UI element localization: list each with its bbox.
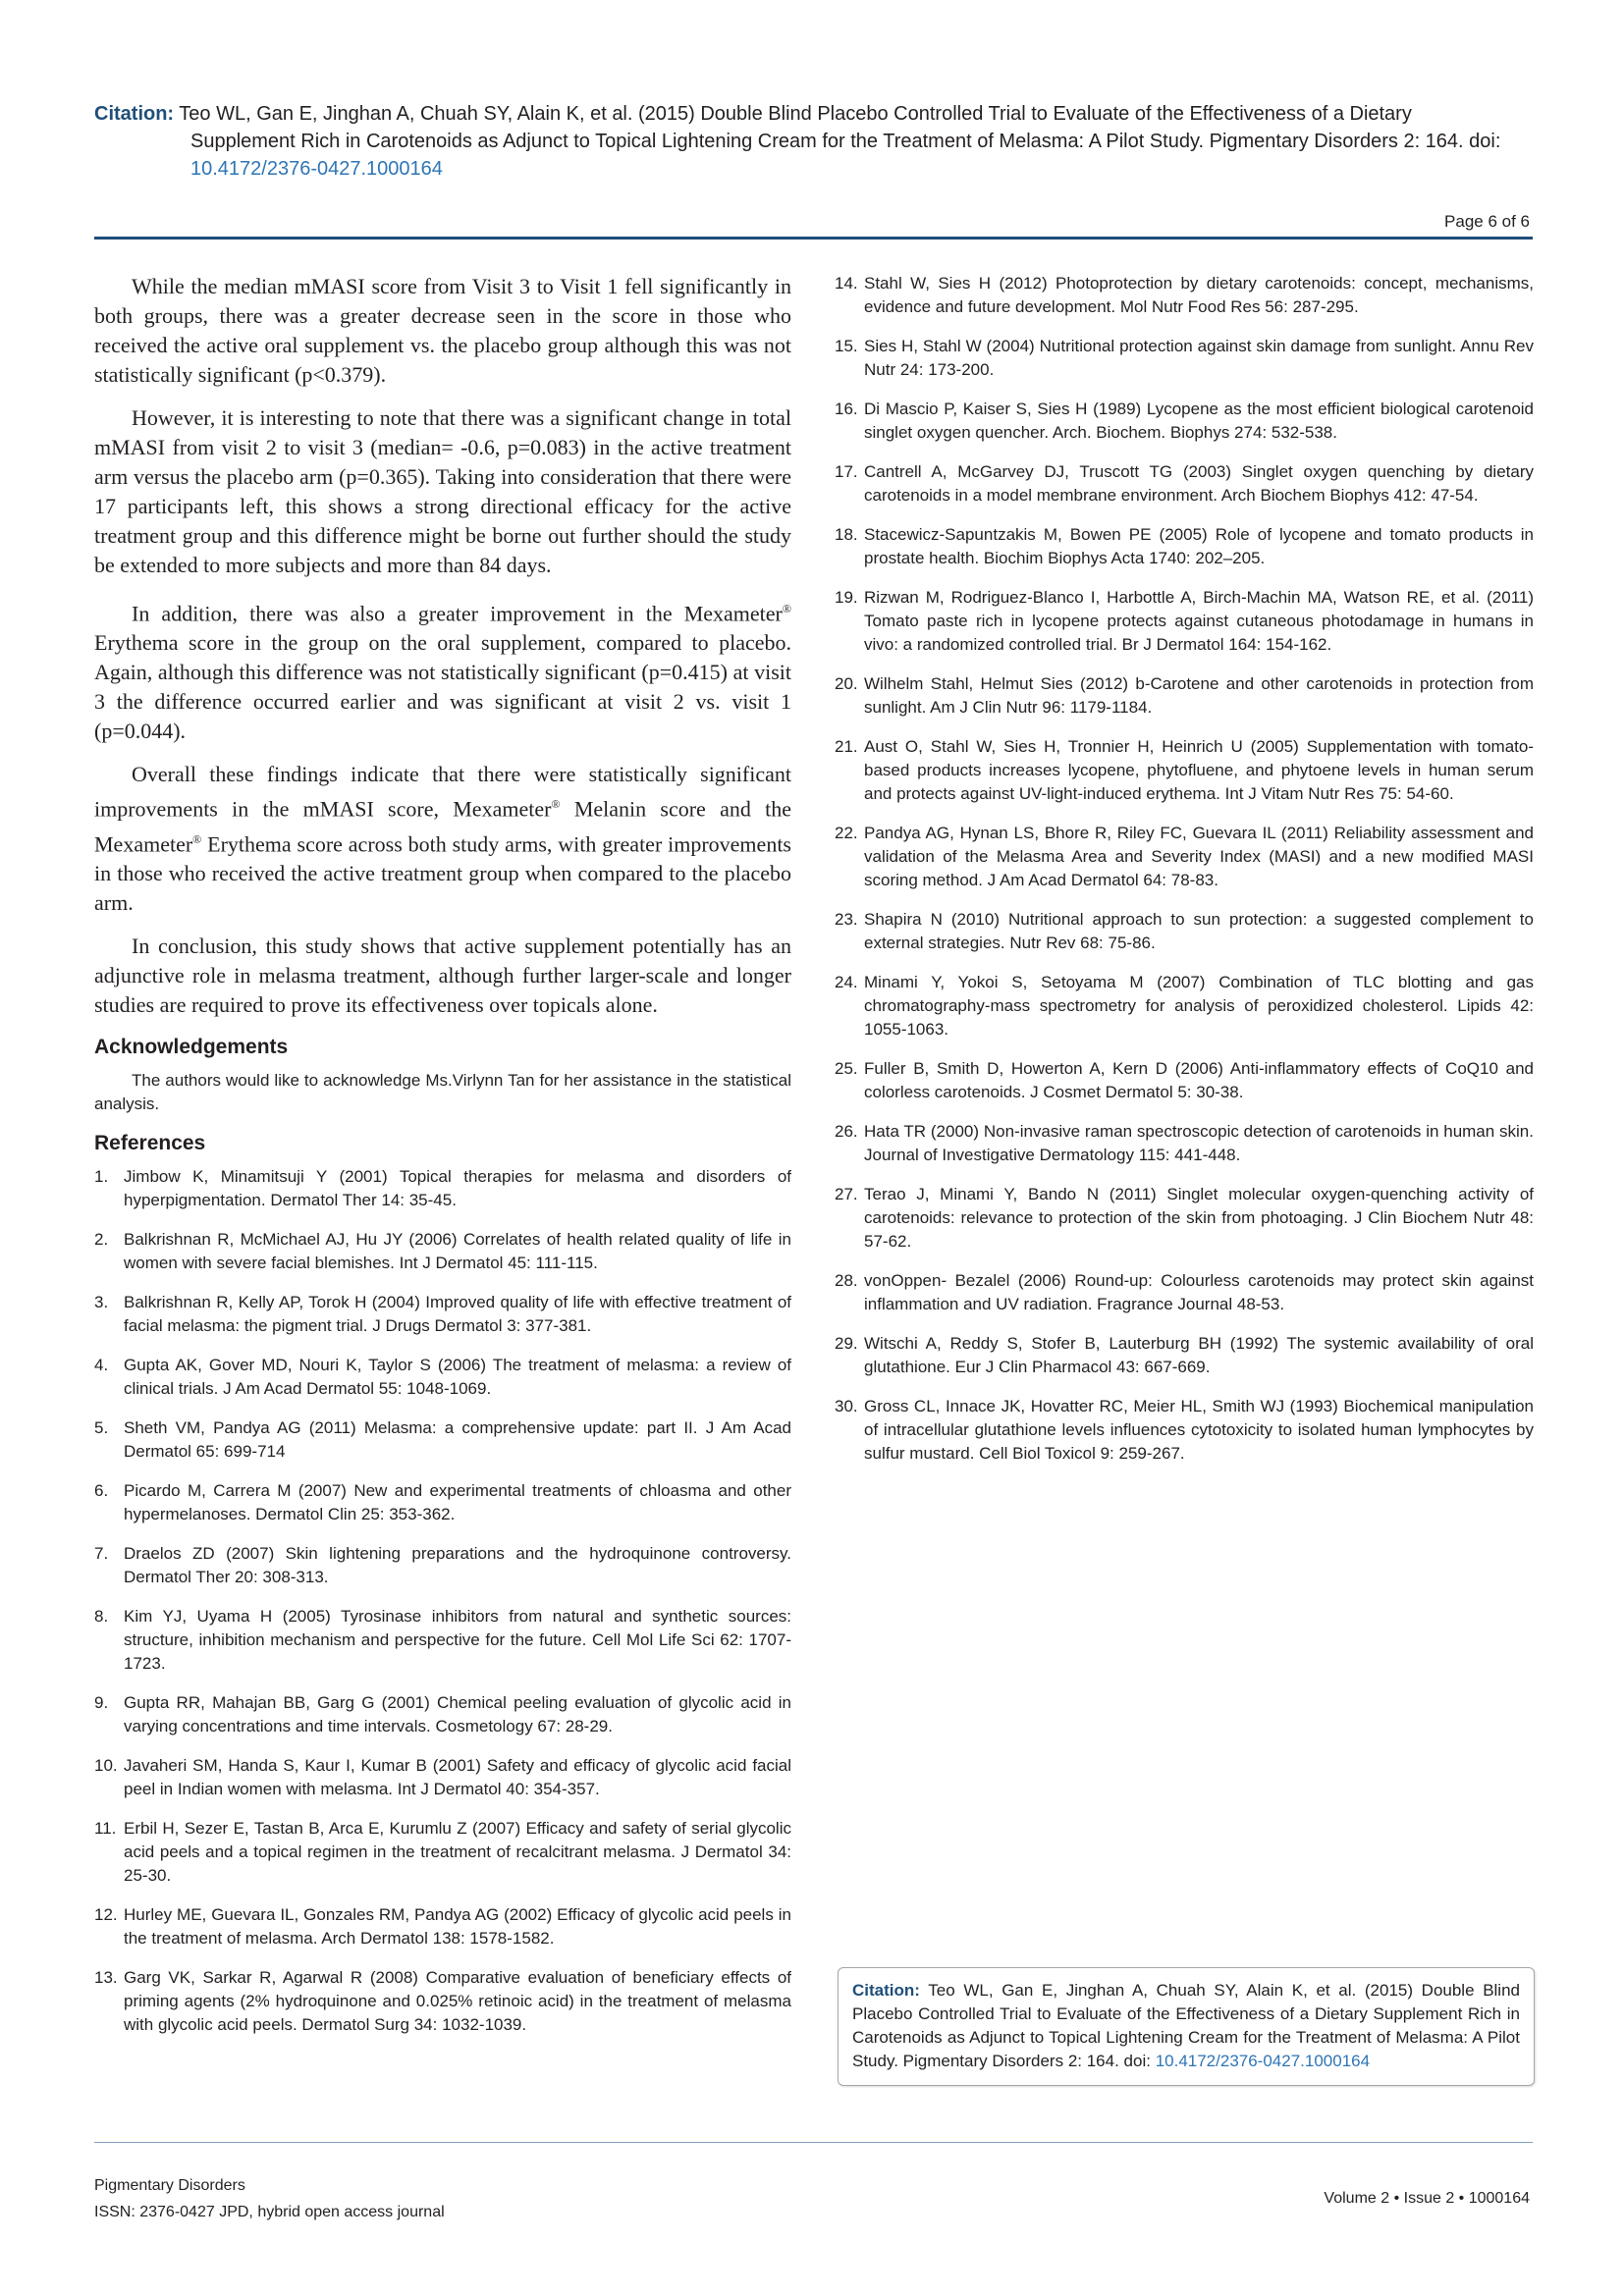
reference-number: 30. (835, 1397, 858, 1415)
reference-text: Shapira N (2010) Nutritional approach to sun protection: a suggested complement to external strategies. Nutr Rev 68: 75-86. (864, 910, 1534, 952)
reference-number: 18. (835, 525, 858, 544)
body-paragraph-5: In conclusion, this study shows that active supplement potentially has an adjunctive role in melasma treatment, although further larger-scale and longer studies are required to prove its effectiveness over topicals alone. (94, 933, 791, 1017)
reference-number: 14. (835, 274, 858, 293)
reference-text: Erbil H, Sezer E, Tastan B, Arca E, Kurumlu Z (2007) Efficacy and safety of serial glycolic acid peels and a topical regimen in the treatment of recalcitrant melasma. J Dermatol 34: 25-30. (124, 1818, 791, 1885)
reference-text: Kim YJ, Uyama H (2005) Tyrosinase inhibitors from natural and synthetic sources: structure, inhibition mechanism and perspective for the future. Cell Mol Life Sci 62: 1707-1723. (124, 1606, 791, 1673)
reference-number: 10. (94, 1755, 118, 1775)
reference-number: 3. (94, 1292, 109, 1311)
reference-item (835, 822, 1534, 892)
body-paragraph-1: While the median mMASI score from Visit 3 to Visit 1 fell significantly in both groups, there was a greater decrease seen in the score in those who received the active oral supplement vs. the placebo group although this was not statistically significant (p<0.379). (94, 274, 791, 387)
reference-number: 8. (94, 1606, 109, 1626)
reference-number: 19. (835, 588, 858, 607)
reference-item (94, 1228, 791, 1275)
reference-number: 17. (835, 462, 858, 481)
reference-item (835, 672, 1534, 720)
reference-text: Rizwan M, Rodriguez-Blanco I, Harbottle A, Birch-Machin MA, Watson RE, et al. (2011) Tomato paste rich in lycopene protects against cutaneous photodamage in humans in vivo: a randomized controlled trial. Br J Dermatol 164: 154-162. (864, 588, 1534, 654)
reference-text: Terao J, Minami Y, Bando N (2011) Singlet molecular oxygen-quenching activity of carotenoids: relevance to protection of the skin from photoaging. J Clin Biochem Nutr 48: 57-62. (864, 1185, 1534, 1251)
reference-text: Balkrishnan R, McMichael AJ, Hu JY (2006) Correlates of health related quality of life in women with severe facial blemishes. Int J Dermatol 45: 111-115. (124, 1229, 791, 1272)
citation-box-doi-link[interactable]: 10.4172/2376-0427.1000164 (1155, 2052, 1371, 2070)
reference-text: Pandya AG, Hynan LS, Bhore R, Riley FC, Guevara IL (2011) Reliability assessment and validation of the Melasma Area and Severity Index (MASI) and a new modified MASI scoring method. J Am Acad Dermatol 64: 78-83. (864, 824, 1534, 889)
reference-number: 20. (835, 674, 858, 693)
reference-text: Picardo M, Carrera M (2007) New and experimental treatments of chloasma and other hypermelanoses. Dermatol Clin 25: 353-362. (124, 1480, 791, 1523)
footer-volume: Volume 2 • Issue 2 • 1000164 (1324, 2190, 1530, 2207)
reference-item (835, 735, 1534, 806)
reference-text: Stacewicz-Sapuntzakis M, Bowen PE (2005) Role of lycopene and tomato products in prostate health. Biochim Biophys Acta 1740: 202–205. (864, 525, 1534, 567)
reference-text: Javaheri SM, Handa S, Kaur I, Kumar B (2001) Safety and efficacy of glycolic acid facial peel in Indian women with melasma. Int J Dermatol 40: 354-357. (124, 1755, 791, 1798)
reference-number: 13. (94, 1967, 118, 1987)
citation-label: Citation: (94, 103, 175, 125)
reference-item (835, 1395, 1534, 1466)
reference-item (94, 1416, 791, 1464)
reference-item (94, 1966, 791, 2037)
reference-number: 2. (94, 1229, 109, 1249)
left-column (94, 272, 791, 2053)
citation-box-text: Teo WL, Gan E, Jinghan A, Chuah SY, Alain K, et al. (2015) Double Blind Placebo Controlled Trial to Evaluate of the Effectiveness of a Dietary Supplement Rich in Carotenoids as Adjunct to Topical Lightening Cream for the Treatment of Melasma: A Pilot Study. Pigmentary Disorders 2: 164. doi: (852, 1981, 1520, 2070)
right-column (835, 272, 1534, 1481)
reference-item (835, 335, 1534, 382)
header-citation (94, 100, 1538, 183)
reference-text: Witschi A, Reddy S, Stofer B, Lauterburg BH (1992) The systemic availability of oral glutathione. Eur J Clin Pharmacol 43: 667-669. (864, 1334, 1534, 1376)
reference-text: Wilhelm Stahl, Helmut Sies (2012) b-Carotene and other carotenoids in protection from sunlight. Am J Clin Nutr 96: 1179-1184. (864, 674, 1534, 717)
reference-text: Sies H, Stahl W (2004) Nutritional protection against skin damage from sunlight. Annu Rev Nutr 24: 173-200. (864, 337, 1534, 379)
reference-number: 22. (835, 824, 858, 842)
reference-item (835, 460, 1534, 507)
footer-journal: Pigmentary Disorders (94, 2177, 245, 2194)
reference-number: 16. (835, 400, 858, 418)
reference-item (94, 1354, 791, 1401)
reference-number: 6. (94, 1480, 109, 1500)
reference-item (94, 1754, 791, 1801)
reference-item (835, 586, 1534, 657)
reference-text: Garg VK, Sarkar R, Agarwal R (2008) Comparative evaluation of beneficiary effects of priming agents (2% hydroquinone and 0.025% retinoic acid) in the treatment of melasma with glycolic acid peels. Dermatol Surg 34: 1032-1039. (124, 1967, 791, 2034)
reference-item (835, 398, 1534, 445)
reference-list-left (94, 1165, 791, 2037)
reference-text: Fuller B, Smith D, Howerton A, Kern D (2006) Anti-inflammatory effects of CoQ10 and colorless carotenoids. J Cosmet Dermatol 5: 30-38. (864, 1059, 1534, 1101)
reference-text: Gupta AK, Gover MD, Nouri K, Taylor S (2006) The treatment of melasma: a review of clinical trials. J Am Acad Dermatol 55: 1048-1069. (124, 1355, 791, 1398)
reference-number: 26. (835, 1122, 858, 1141)
reference-item (94, 1605, 791, 1676)
reference-number: 7. (94, 1543, 109, 1563)
reference-text: Stahl W, Sies H (2012) Photoprotection by dietary carotenoids: concept, mechanisms, evidence and future development. Mol Nutr Food Res 56: 287-295. (864, 274, 1534, 316)
reference-item (835, 523, 1534, 570)
reference-number: 21. (835, 737, 858, 756)
footer-issn: ISSN: 2376-0427 JPD, hybrid open access journal (94, 2204, 445, 2220)
reference-text: Minami Y, Yokoi S, Setoyama M (2007) Combination of TLC blotting and gas chromatography-mass spectrometry for analysis of peroxidized cholesterol. Lipids 42: 1055-1063. (864, 973, 1534, 1039)
reference-item (94, 1165, 791, 1212)
body-paragraph-2: However, it is interesting to note that there was a significant change in total mMASI from visit 2 to visit 3 (median= -0.6, p=0.083) in the active treatment arm versus the placebo arm (p=0.365). Taking into consideration that there were 17 participants left, this shows a strong directional efficacy for the active treatment group and this difference might be borne out further should the study be extended to more subjects and more than 84 days. (94, 405, 791, 577)
reference-item (94, 1903, 791, 1950)
reference-item (835, 1120, 1534, 1167)
reference-number: 4. (94, 1355, 109, 1374)
footer-rule (94, 2142, 1533, 2143)
citation-box-label: Citation: (852, 1981, 920, 2000)
reference-number: 29. (835, 1334, 858, 1353)
reference-text: Hurley ME, Guevara IL, Gonzales RM, Pandya AG (2002) Efficacy of glycolic acid peels in the treatment of melasma. Arch Dermatol 138: 1578-1582. (124, 1904, 791, 1948)
reference-text: vonOppen- Bezalel (2006) Round-up: Colourless carotenoids may protect skin against inflammation and UV radiation. Fragrance Journal 48-53. (864, 1271, 1534, 1313)
reference-text: Jimbow K, Minamitsuji Y (2001) Topical therapies for melasma and disorders of hyperpigmentation. Dermatol Ther 14: 35-45. (124, 1166, 791, 1209)
reference-text: Gross CL, Innace JK, Hovatter RC, Meier HL, Smith WJ (1993) Biochemical manipulation of intracellular glutathione levels influences cytotoxicity to isolated human lymphocytes by sulfur mustard. Cell Biol Toxicol 9: 259-267. (864, 1397, 1534, 1463)
reference-number: 27. (835, 1185, 858, 1203)
reference-number: 15. (835, 337, 858, 355)
page-number: Page 6 of 6 (1444, 212, 1530, 231)
acknowledgements-text: The authors would like to acknowledge Ms.Virlynn Tan for her assistance in the statistical analysis. (94, 1070, 791, 1113)
citation-line-2: Supplement Rich in Carotenoids as Adjunct to Topical Lightening Cream for the Treatment of Melasma: A Pilot Study. Pigmentary Disorders 2: 164. doi: (190, 131, 1501, 152)
reference-item (835, 1269, 1534, 1316)
acknowledgements-heading: Acknowledgements (94, 1035, 289, 1058)
reference-number: 9. (94, 1692, 109, 1712)
reference-number: 5. (94, 1417, 109, 1437)
reference-item (94, 1817, 791, 1888)
reference-item (835, 908, 1534, 955)
reference-text: Aust O, Stahl W, Sies H, Tronnier H, Heinrich U (2005) Supplementation with tomato-based products increases lycopene, phytofluene, and phytoene levels in human serum and protects against UV-light-induced erythema. Int J Vitam Nutr Res 75: 54-60. (864, 737, 1534, 803)
reference-item (94, 1479, 791, 1526)
body-paragraph-4: Overall these findings indicate that there were statistically significant improvements in the mMASI score, Mexameter® Melanin score and the Mexameter® Erythema score across both study arms, with greater improvements in those who received the active treatment group when compared to the placebo arm. (94, 762, 791, 915)
reference-item (835, 272, 1534, 319)
reference-text: Draelos ZD (2007) Skin lightening preparations and the hydroquinone controversy. Dermatol Ther 20: 308-313. (124, 1543, 791, 1586)
reference-number: 28. (835, 1271, 858, 1290)
reference-text: Di Mascio P, Kaiser S, Sies H (1989) Lycopene as the most efficient biological carotenoid singlet oxygen quencher. Arch. Biochem. Biophys 274: 532-538. (864, 400, 1534, 442)
reference-item (94, 1691, 791, 1738)
reference-number: 23. (835, 910, 858, 929)
reference-text: Balkrishnan R, Kelly AP, Torok H (2004) Improved quality of life with effective treatment of facial melasma: the pigment trial. J Drugs Dermatol 3: 377-381. (124, 1292, 791, 1335)
reference-item (835, 1057, 1534, 1104)
reference-number: 1. (94, 1166, 109, 1186)
citation-line-1: Teo WL, Gan E, Jinghan A, Chuah SY, Alain K, et al. (2015) Double Blind Placebo Controlled Trial to Evaluate of the Effectiveness of a Dietary (179, 103, 1412, 125)
reference-item (835, 1332, 1534, 1379)
reference-item (835, 971, 1534, 1041)
reference-item (94, 1542, 791, 1589)
reference-number: 12. (94, 1904, 118, 1924)
reference-text: Sheth VM, Pandya AG (2011) Melasma: a comprehensive update: part II. J Am Acad Dermatol 65: 699-714 (124, 1417, 791, 1461)
reference-item (94, 1291, 791, 1338)
reference-number: 11. (94, 1818, 117, 1838)
citation-doi-link[interactable]: 10.4172/2376-0427.1000164 (190, 158, 443, 180)
reference-number: 25. (835, 1059, 858, 1078)
reference-text: Cantrell A, McGarvey DJ, Truscott TG (2003) Singlet oxygen quenching by dietary carotenoids in a model membrane environment. Arch Biochem Biophys 412: 47-54. (864, 462, 1534, 505)
reference-text: Hata TR (2000) Non-invasive raman spectroscopic detection of carotenoids in human skin. Journal of Investigative Dermatology 115: 441-448. (864, 1122, 1534, 1164)
reference-text: Gupta RR, Mahajan BB, Garg G (2001) Chemical peeling evaluation of glycolic acid in varying concentrations and time intervals. Cosmetology 67: 28-29. (124, 1692, 791, 1735)
reference-number: 24. (835, 973, 858, 991)
body-paragraph-3: In addition, there was also a greater improvement in the Mexameter® Erythema score in the group on the oral supplement, compared to placebo. Again, although this difference was not statistically significant (p=0.415) at visit 3 the difference occurred earlier and was significant at visit 2 vs. visit 1 (p=0.044). (94, 601, 791, 744)
reference-item (835, 1183, 1534, 1254)
citation-box (838, 1967, 1535, 2086)
header-rule (94, 237, 1533, 240)
reference-list-right (835, 272, 1534, 1466)
references-heading: References (94, 1131, 206, 1154)
